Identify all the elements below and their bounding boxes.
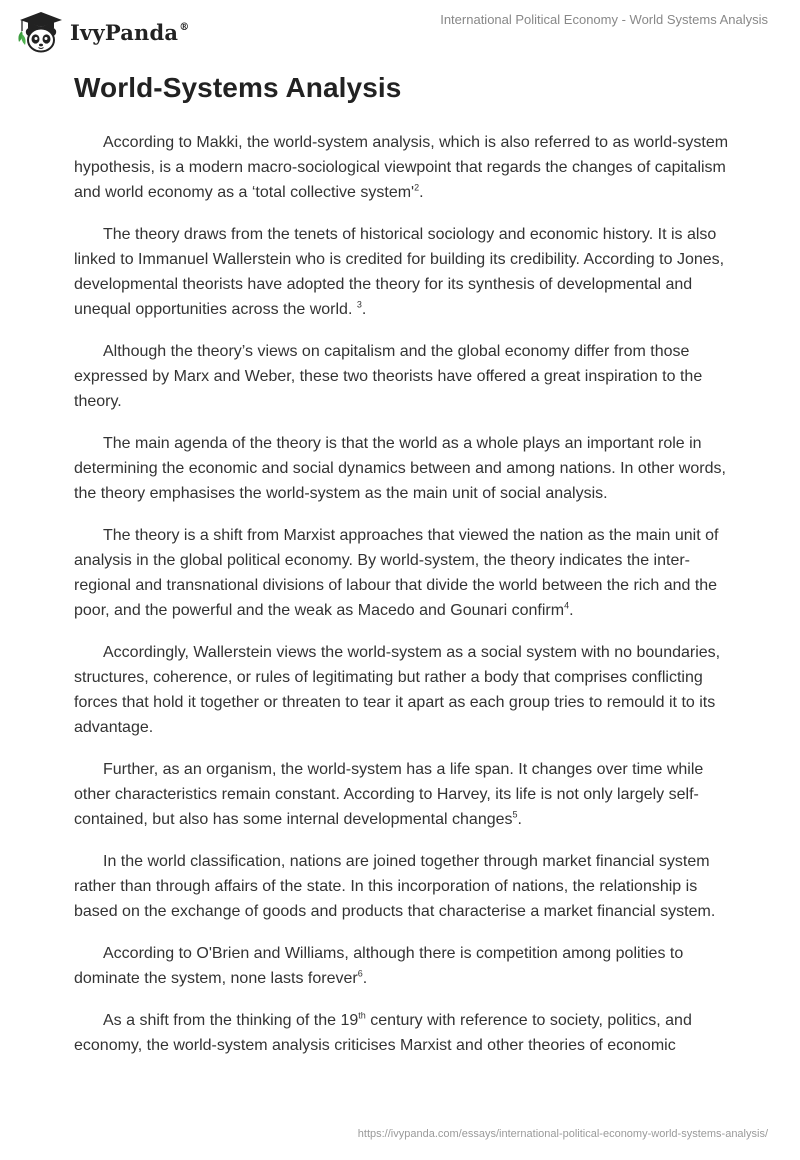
article-body <box>74 130 734 1075</box>
paragraph <box>74 339 734 414</box>
footnote-ref[interactable]: 3 <box>356 299 362 310</box>
paragraph-text: Further, as an organism, the world-system has a life span. It changes over time while other characteristics remain constant. According to Harvey, its life is not only largely self-contained, but also has some internal developmental changes <box>74 761 704 828</box>
paragraph-text: Accordingly, Wallerstein views the world-system as a social system with no boundaries, structures, coherence, or rules of legitimating but rather a body that comprises conflicting forces that hold it together or threaten to tear it apart as each group tries to remould it to its advantage. <box>74 644 721 736</box>
paragraph <box>74 941 734 991</box>
paragraph-text: The theory draws from the tenets of historical sociology and economic history. It is also linked to Immanuel Wallerstein who is credited for building its credibility. According to Jones, developmental theorists have adopted the theory for its synthesis of developmental and unequal opportunities across the world. <box>74 226 725 318</box>
paragraph <box>74 130 734 205</box>
paragraph-text: Although the theory’s views on capitalism and the global economy differ from those expressed by Marx and Weber, these two theorists have offered a great inspiration to the theory. <box>74 343 703 410</box>
paragraph-tail: . <box>569 602 574 619</box>
paragraph-text: The main agenda of the theory is that the world as a whole plays an important role in determining the economic and social dynamics between and among nations. In other words, the theory emphasises the world-system as the main unit of social analysis. <box>74 435 726 502</box>
paragraph-tail: century with reference to society, politics, and economy, the world-system analysis criticises Marxist and other theories of economic <box>74 1012 692 1054</box>
document-title-header: International Political Economy - World Systems Analysis <box>440 12 768 27</box>
paragraph <box>74 1008 734 1058</box>
brand-name <box>70 20 189 45</box>
registered-mark: ® <box>179 21 190 33</box>
footnote-ref[interactable]: 5 <box>512 809 518 820</box>
page-title: World-Systems Analysis <box>74 72 402 103</box>
paragraph <box>74 757 734 832</box>
footnote-ref[interactable]: 2 <box>414 182 420 193</box>
paragraph-tail: . <box>361 301 367 318</box>
paragraph-tail: . <box>419 184 424 201</box>
paragraph-text: According to Makki, the world-system analysis, which is also referred to as world-system hypothesis, is a modern macro-sociological viewpoint that regards the changes of capitalism and world economy as a ‘total collective system' <box>74 134 729 201</box>
paragraph-text: According to O'Brien and Williams, although there is competition among polities to dominate the system, none lasts forever <box>74 945 684 987</box>
paragraph <box>74 849 734 924</box>
paragraph-tail: . <box>517 811 522 828</box>
paragraph <box>74 640 734 740</box>
paragraph-text: As a shift from the thinking of the 19 <box>103 1012 359 1029</box>
page-header <box>0 0 800 64</box>
ivypanda-panda-graduate-icon <box>14 10 68 54</box>
paragraph <box>74 523 734 623</box>
ivypanda-logo[interactable] <box>14 10 189 54</box>
paragraph-tail: . <box>362 970 368 987</box>
superscript: th <box>358 1010 366 1021</box>
brand-name-text: IvyPanda <box>70 19 179 45</box>
paragraph-text: The theory is a shift from Marxist approaches that viewed the nation as the main unit of analysis in the global political economy. By world-system, the theory indicates the inter-regional and transnational divisions of labour that divide the world between the rich and the poor, and the powerful and the weak as Macedo and Gounari confirm <box>74 527 719 619</box>
paragraph <box>74 431 734 506</box>
paragraph-text: In the world classification, nations are joined together through market financial system rather than through affairs of the state. In this incorporation of nations, the relationship is based on the exchange of goods and products that characterise a market financial system. <box>74 853 716 920</box>
footnote-ref[interactable]: 6 <box>357 968 363 979</box>
footnote-ref[interactable]: 4 <box>564 600 570 611</box>
source-url[interactable]: https://ivypanda.com/essays/international-political-economy-world-systems-analysis/ <box>357 1128 768 1140</box>
paragraph <box>74 222 734 322</box>
